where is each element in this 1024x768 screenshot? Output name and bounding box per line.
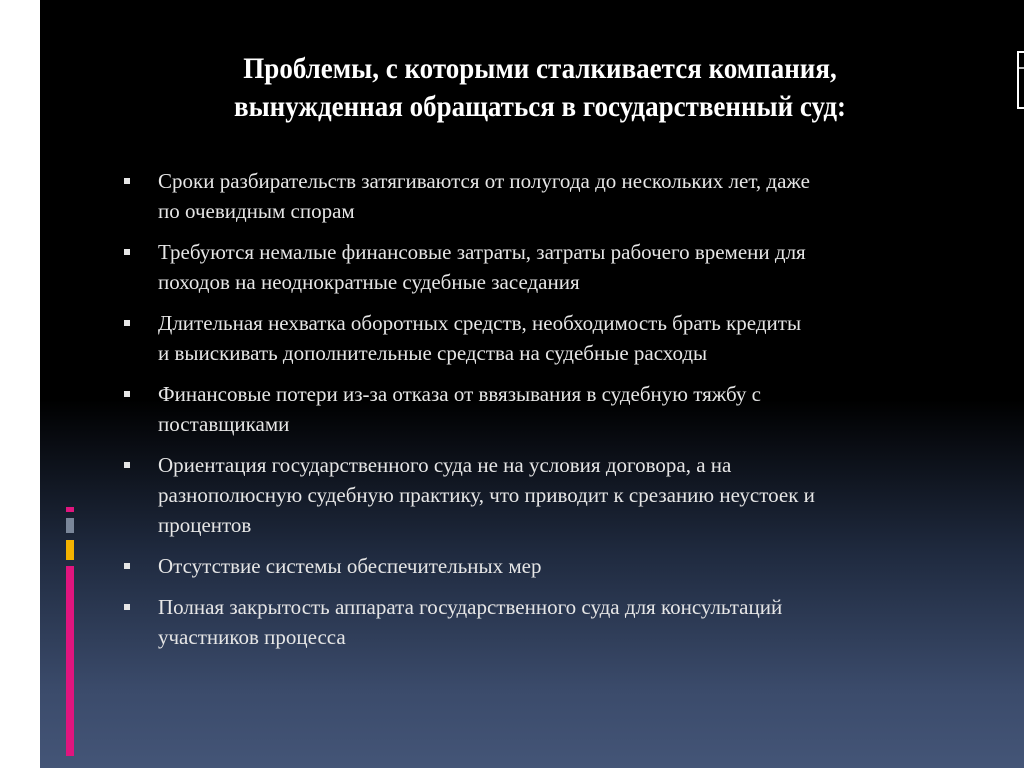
accent-bar-pink-top [66,507,74,512]
bullet-list [120,166,960,663]
accent-bar-pink-long [66,566,74,756]
accent-bar-orange [66,540,74,560]
list-item-line: Ориентация государственного суда не на условия договора, а на [158,453,732,477]
list-item-line: Отсутствие системы обеспечительных мер [158,554,542,578]
square-bullet-icon [124,604,130,610]
list-item-line: Длительная нехватка оборотных средств, необходимость брать кредиты [158,311,802,335]
square-bullet-icon [124,178,130,184]
square-bullet-icon [124,563,130,569]
list-item [120,166,960,226]
list-item [120,450,960,540]
square-bullet-icon [124,391,130,397]
list-item-line: поставщиками [158,412,290,436]
list-item-line: Финансовые потери из-за отказа от ввязывания в судебную тяжбу с [158,382,761,406]
accent-bar-gray [66,518,74,533]
list-item-line: Требуются немалые финансовые затраты, затраты рабочего времени для [158,240,806,264]
list-item [120,551,960,581]
title-line: вынужденная обращаться в государственный суд: [234,90,846,123]
slide [40,0,1024,768]
list-item-line: Сроки разбирательств затягиваются от полугода до нескольких лет, даже [158,169,810,193]
list-item [120,237,960,297]
square-bullet-icon [124,249,130,255]
bookshelf-icon [1017,50,1024,110]
list-item-line: и выискивать дополнительные средства на судебные расходы [158,341,708,365]
square-bullet-icon [124,320,130,326]
list-item-line: участников процесса [158,625,346,649]
list-item-line: по очевидным спорам [158,199,355,223]
list-item [120,379,960,439]
list-item-line: разнополюсную судебную практику, что приводит к срезанию неустоек и [158,483,815,507]
list-item [120,592,960,652]
list-item-line: Полная закрытость аппарата государственного суда для консультаций [158,595,783,619]
title-line: Проблемы, с которыми сталкивается компания, [243,52,837,85]
list-item [120,308,960,368]
square-bullet-icon [124,462,130,468]
list-item-line: процентов [158,513,252,537]
slide-title [126,50,954,126]
list-item-line: походов на неоднократные судебные заседания [158,270,580,294]
